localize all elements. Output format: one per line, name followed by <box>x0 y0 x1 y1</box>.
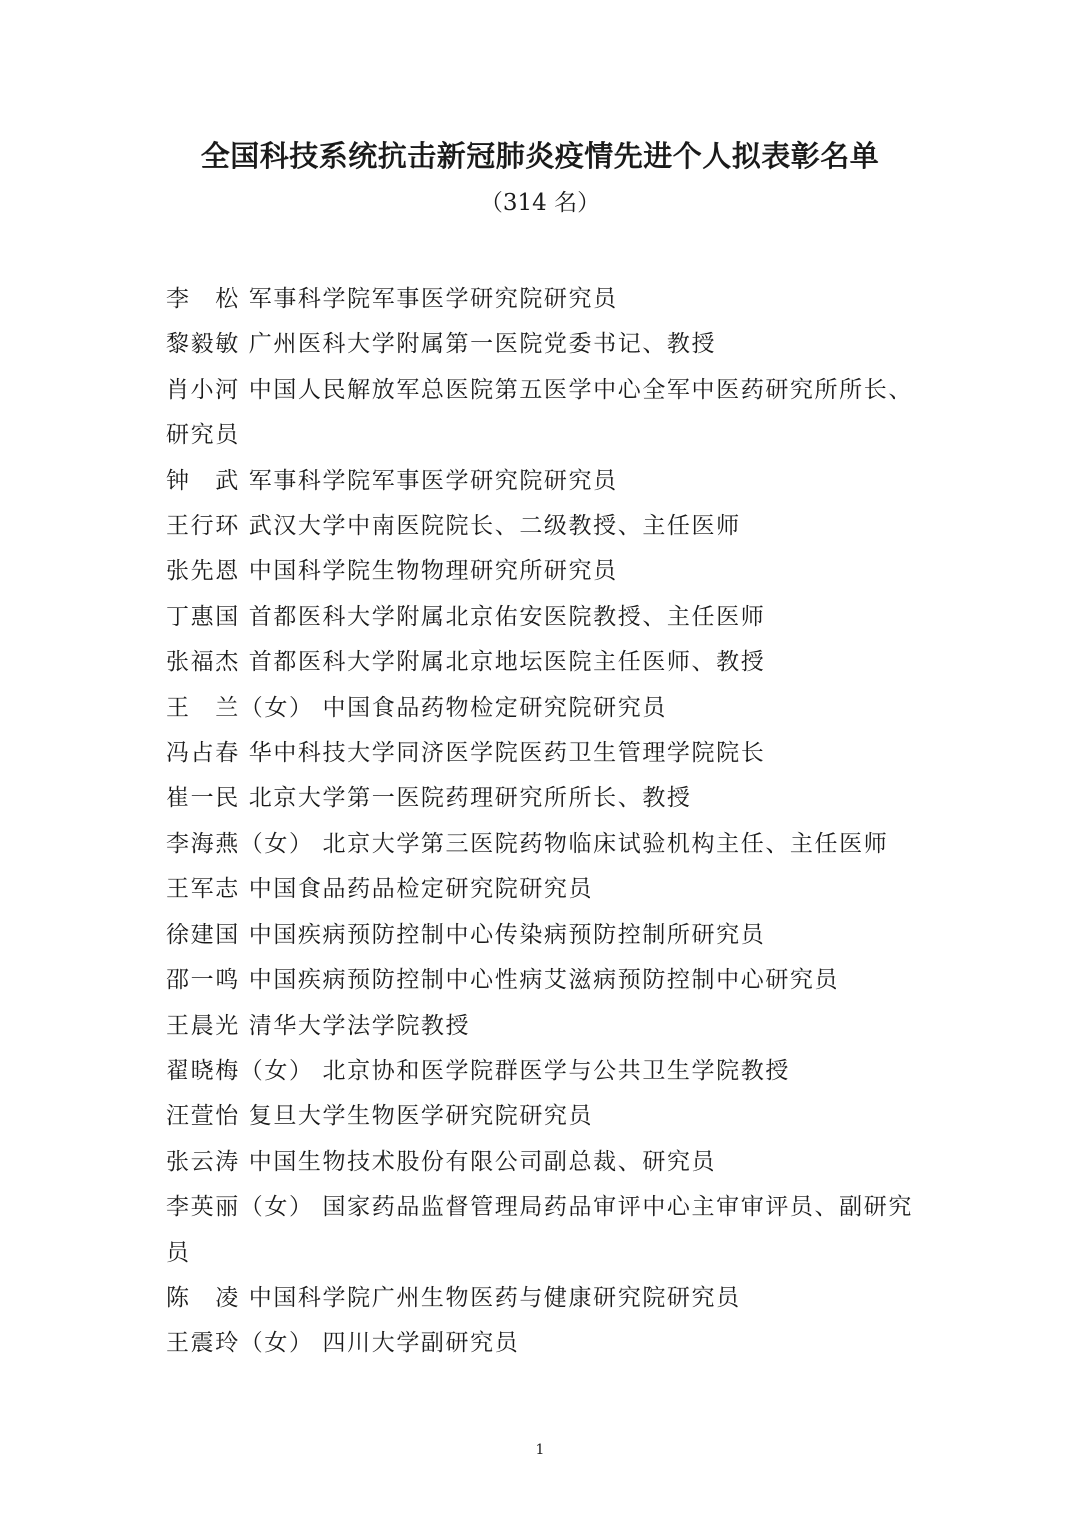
person-name: 翟晓梅（女） <box>166 1057 314 1084</box>
list-item <box>166 1321 926 1366</box>
list-item <box>166 277 926 322</box>
list-item <box>166 731 926 776</box>
list-item <box>166 822 926 867</box>
person-name: 邵一鸣 <box>166 967 240 994</box>
list-item <box>166 322 926 367</box>
person-name: 王 兰（女） <box>166 694 314 721</box>
document-subtitle: （314 名） <box>479 190 601 216</box>
list-item <box>166 459 926 504</box>
person-position: 首都医科大学附属北京佑安医院教授、主任医师 <box>248 603 766 630</box>
person-name: 王行环 <box>166 513 240 540</box>
person-position: 中国疾病预防控制中心性病艾滋病预防控制中心研究员 <box>248 967 840 994</box>
person-position: 中国科学院广州生物医药与健康研究院研究员 <box>248 1284 741 1311</box>
document-title: 全国科技系统抗击新冠肺炎疫情先进个人拟表彰名单 <box>200 139 880 173</box>
list-item <box>166 504 926 549</box>
person-name: 张先恩 <box>166 558 240 585</box>
person-position: 华中科技大学同济医学院医药卫生管理学院院长 <box>248 740 766 767</box>
person-name: 崔一民 <box>166 785 240 812</box>
list-item <box>166 913 926 958</box>
person-name: 王晨光 <box>166 1012 240 1039</box>
list-item <box>166 640 926 685</box>
person-position: 复旦大学生物医学研究院研究员 <box>248 1103 594 1130</box>
person-position: 国家药品监督管理局药品审评中心主审审评员、副研究员 <box>166 1194 913 1266</box>
person-position: 中国食品药物检定研究院研究员 <box>322 694 667 721</box>
person-name: 徐建国 <box>166 921 240 948</box>
list-item <box>166 1049 926 1094</box>
person-name: 张福杰 <box>166 649 240 676</box>
person-position: 中国科学院生物物理研究所研究员 <box>248 558 618 585</box>
person-name: 张云涛 <box>166 1148 240 1175</box>
person-name: 王军志 <box>166 876 240 903</box>
person-position: 军事科学院军事医学研究院研究员 <box>248 286 618 312</box>
list-item <box>166 549 926 594</box>
person-name: 丁惠国 <box>166 603 240 630</box>
person-position: 武汉大学中南医院院长、二级教授、主任医师 <box>248 513 741 540</box>
list-item <box>166 368 926 459</box>
person-position: 军事科学院军事医学研究院研究员 <box>248 467 618 494</box>
person-position: 北京大学第三医院药物临床试验机构主任、主任医师 <box>322 830 889 857</box>
person-position: 北京协和医学院群医学与公共卫生学院教授 <box>322 1057 790 1084</box>
page-number: 1 <box>535 1442 545 1458</box>
person-position: 首都医科大学附属北京地坛医院主任医师、教授 <box>248 649 766 676</box>
person-position: 广州医科大学附属第一医院党委书记、教授 <box>248 331 717 358</box>
list-item <box>166 776 926 821</box>
award-list <box>166 277 926 1367</box>
list-item <box>166 1185 926 1276</box>
list-item <box>166 1094 926 1139</box>
person-position: 中国食品药品检定研究院研究员 <box>248 876 594 903</box>
list-item <box>166 958 926 1003</box>
person-name: 肖小河 <box>166 376 240 403</box>
person-name: 黎毅敏 <box>166 331 240 358</box>
list-item <box>166 686 926 731</box>
person-position: 北京大学第一医院药理研究所所长、教授 <box>248 785 692 812</box>
person-name: 李海燕（女） <box>166 830 314 857</box>
person-name: 钟 武 <box>166 467 240 494</box>
person-position: 四川大学副研究员 <box>322 1330 520 1357</box>
person-position: 中国人民解放军总医院第五医学中心全军中医药研究所所长、研究员 <box>166 376 913 449</box>
person-position: 清华大学法学院教授 <box>248 1012 471 1039</box>
person-name: 王震玲（女） <box>166 1330 314 1357</box>
list-item <box>166 1004 926 1049</box>
person-name: 汪萱怡 <box>166 1103 240 1130</box>
person-name: 冯占春 <box>166 740 240 767</box>
list-item <box>166 867 926 912</box>
person-name: 陈 凌 <box>166 1284 240 1311</box>
person-name: 李 松 <box>166 286 240 312</box>
list-item <box>166 1276 926 1321</box>
list-item <box>166 595 926 640</box>
person-name: 李英丽（女） <box>166 1194 314 1221</box>
person-position: 中国疾病预防控制中心传染病预防控制所研究员 <box>248 921 766 948</box>
list-item <box>166 1140 926 1185</box>
person-position: 中国生物技术股份有限公司副总裁、研究员 <box>248 1148 717 1175</box>
